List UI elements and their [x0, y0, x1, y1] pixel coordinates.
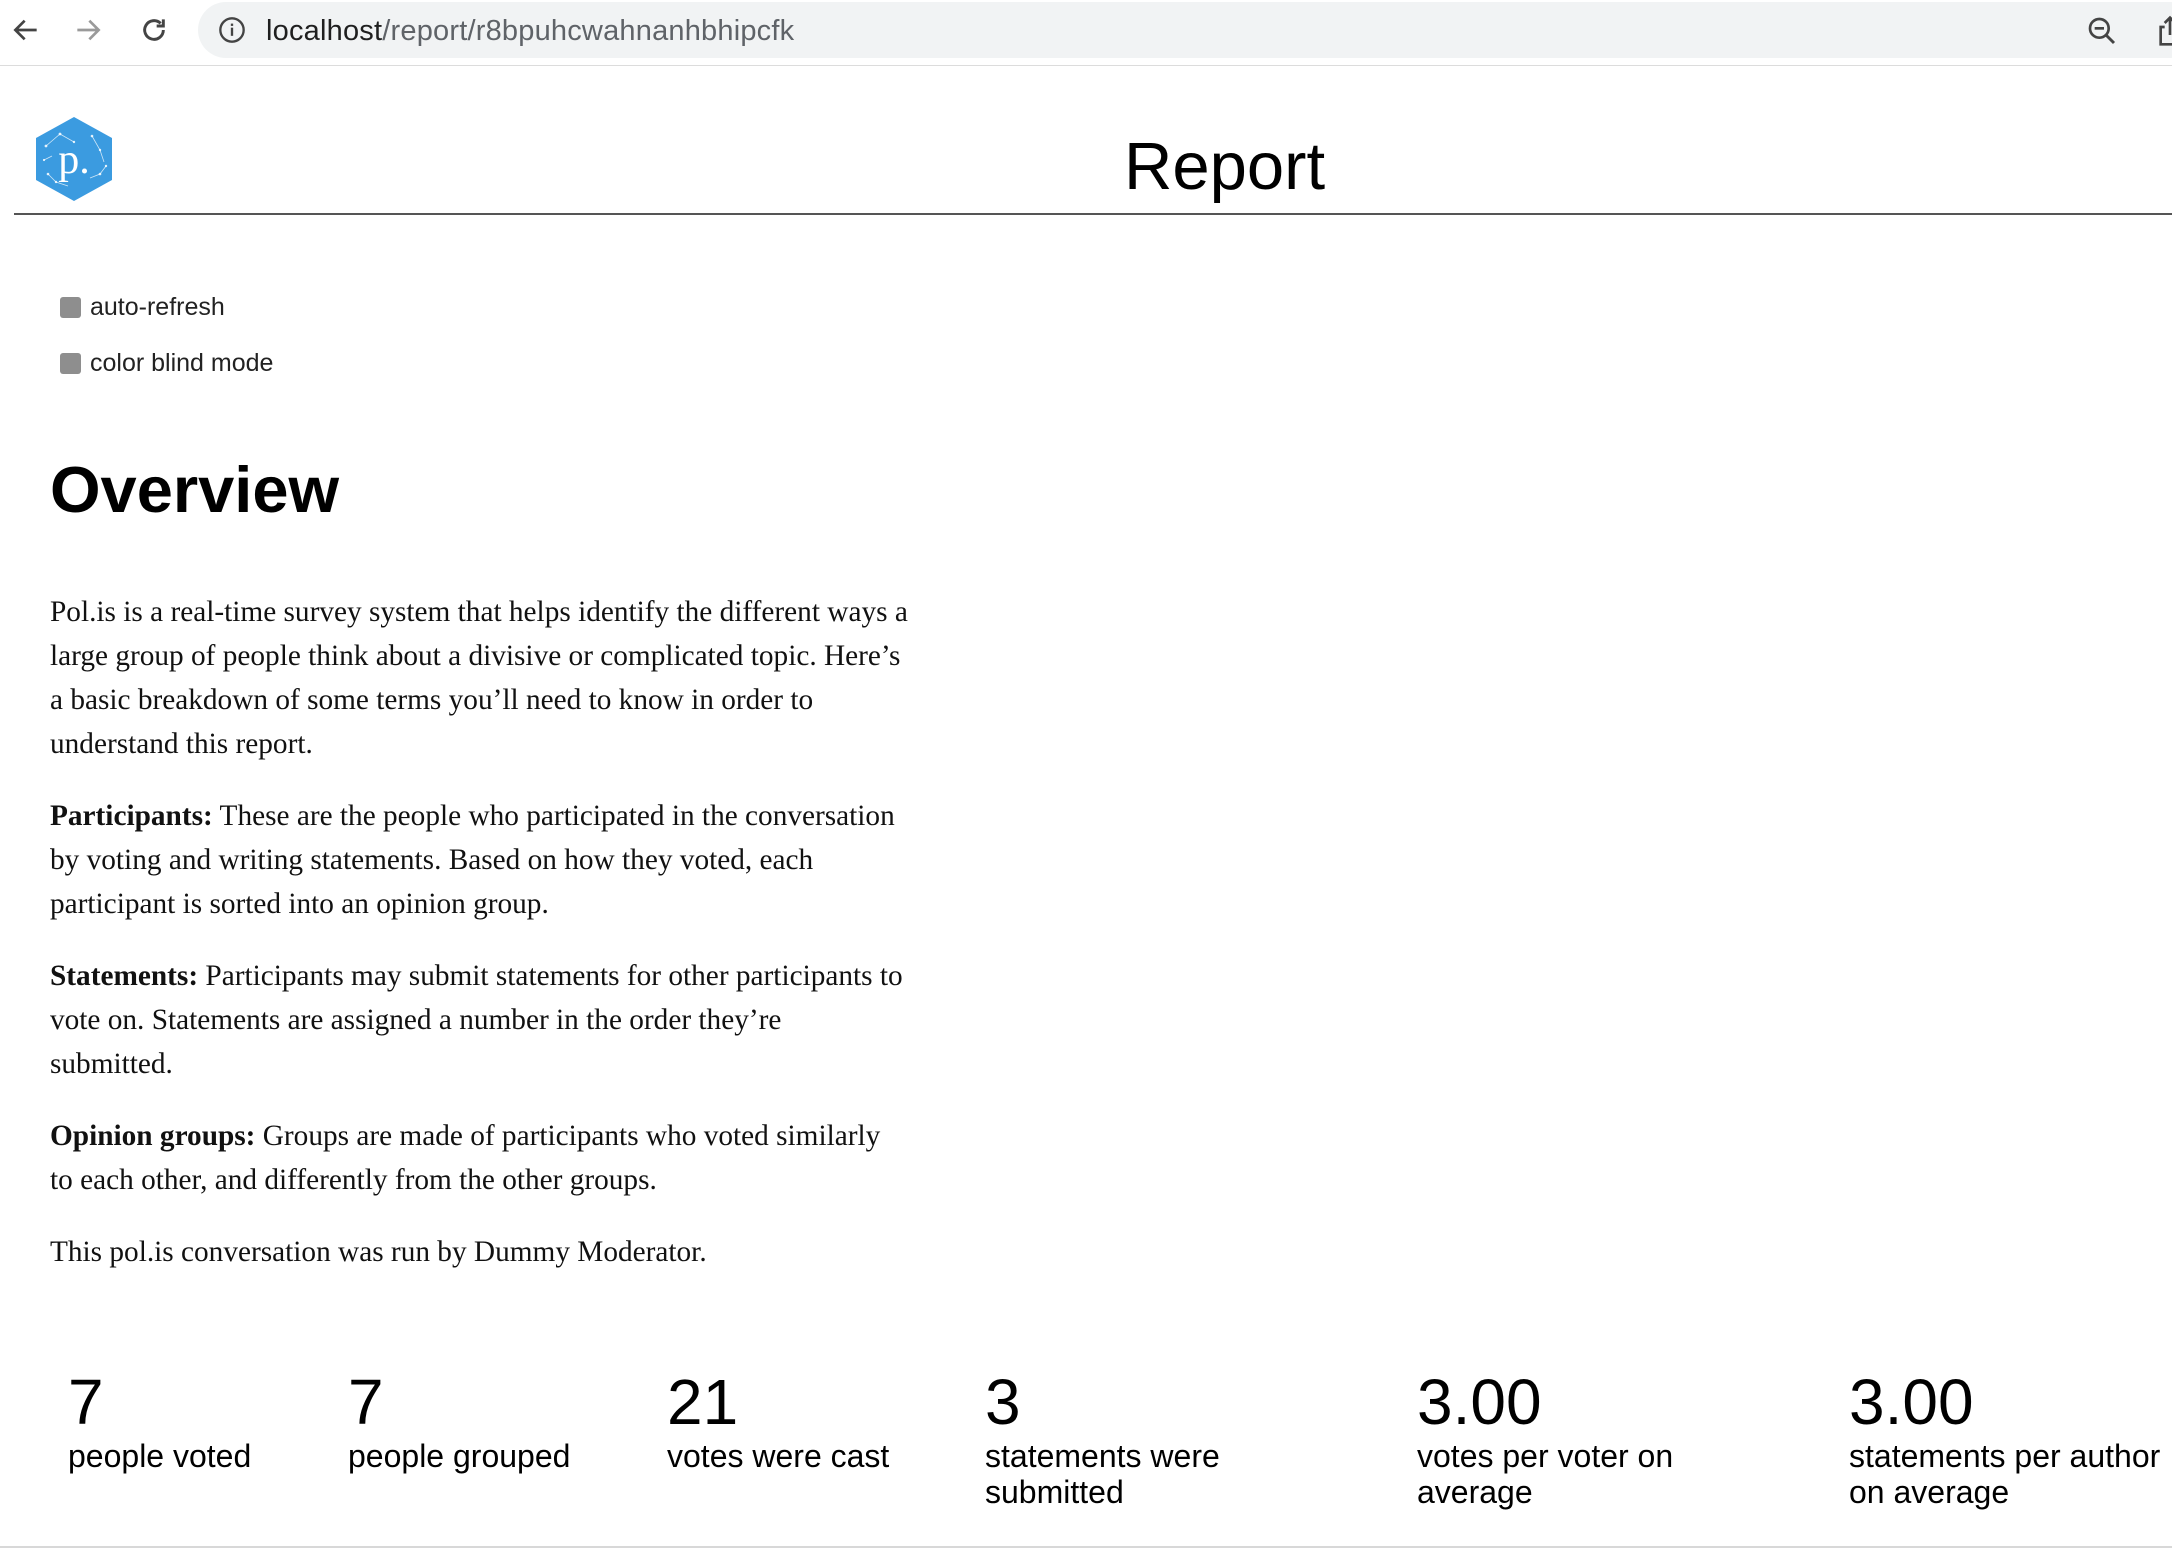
term-title: Participants: [50, 800, 213, 832]
stat-people-voted [68, 1364, 318, 1474]
stat-label: votes were cast [667, 1438, 890, 1474]
footer-divider [0, 1546, 2172, 1548]
stat-statements-submitted [985, 1364, 1285, 1510]
stat-label: statements were submitted [985, 1438, 1220, 1510]
term-statements [50, 954, 910, 1086]
browser-toolbar [0, 0, 2172, 66]
overview-intro: Pol.is is a real-time survey system that helps identify the different ways a large group of people think about a divisive or complicated topic. Here’s a basic breakdown of some terms you’ll need to know in order to understand this report. [50, 596, 908, 760]
color-blind-mode-label: color blind mode [90, 348, 274, 377]
stat-label: people voted [68, 1438, 252, 1474]
polis-logo [34, 116, 114, 202]
term-opinion-groups [50, 1114, 910, 1202]
overview-heading: Overview [50, 453, 340, 526]
stat-label: statements per author on average [1849, 1438, 2161, 1510]
arrow-left-icon [10, 14, 42, 46]
arrow-right-icon [72, 14, 104, 46]
auto-refresh-checkbox[interactable] [60, 297, 81, 318]
term-description: Participants may submit statements for other participants to vote on. Statements are assigned a number in the order they’re submitted. [50, 960, 903, 1080]
back-button[interactable] [6, 10, 46, 50]
share-icon[interactable] [2154, 14, 2172, 48]
color-blind-mode-toggle[interactable] [60, 347, 273, 379]
info-icon[interactable] [218, 16, 246, 44]
term-title: Opinion groups: [50, 1120, 256, 1152]
color-blind-mode-checkbox[interactable] [60, 353, 81, 374]
url-path: /report/r8bpuhcwahnanhbhipcfk [382, 15, 795, 47]
stat-value: 3.00 [1417, 1366, 1542, 1438]
page-title: Report [1124, 129, 1326, 204]
stat-value: 3 [985, 1366, 1021, 1438]
reload-button[interactable] [134, 10, 174, 50]
stat-label: people grouped [348, 1438, 571, 1474]
header-divider [14, 213, 2172, 215]
term-title: Statements: [50, 960, 199, 992]
zoom-out-icon[interactable] [2086, 15, 2118, 47]
moderator-line: This pol.is conversation was run by Dummy Moderator. [50, 1236, 707, 1268]
reload-icon [138, 14, 170, 46]
stat-votes-per-voter [1417, 1364, 1737, 1510]
url-text[interactable] [266, 15, 794, 48]
overview-body [50, 590, 910, 1302]
auto-refresh-toggle[interactable] [60, 291, 225, 323]
auto-refresh-label: auto-refresh [90, 292, 225, 321]
term-participants [50, 794, 910, 926]
term-description: Groups are made of participants who voted similarly to each other, and differently from the other groups. [50, 1120, 881, 1196]
stat-votes-cast [667, 1364, 967, 1474]
logo-letter: p. [58, 137, 90, 183]
forward-button[interactable] [68, 10, 108, 50]
stat-label: votes per voter on average [1417, 1438, 1674, 1510]
stat-people-grouped [348, 1364, 648, 1474]
stat-statements-per-author [1849, 1364, 2169, 1510]
stat-value: 7 [68, 1366, 104, 1438]
address-bar[interactable] [198, 2, 2172, 58]
term-description: These are the people who participated in the conversation by voting and writing statements. Based on how they voted, each participant is sorted into an opinion group. [50, 800, 895, 920]
stat-value: 3.00 [1849, 1366, 1974, 1438]
stat-value: 21 [667, 1366, 739, 1438]
stat-value: 7 [348, 1366, 384, 1438]
url-host: localhost [266, 15, 383, 47]
